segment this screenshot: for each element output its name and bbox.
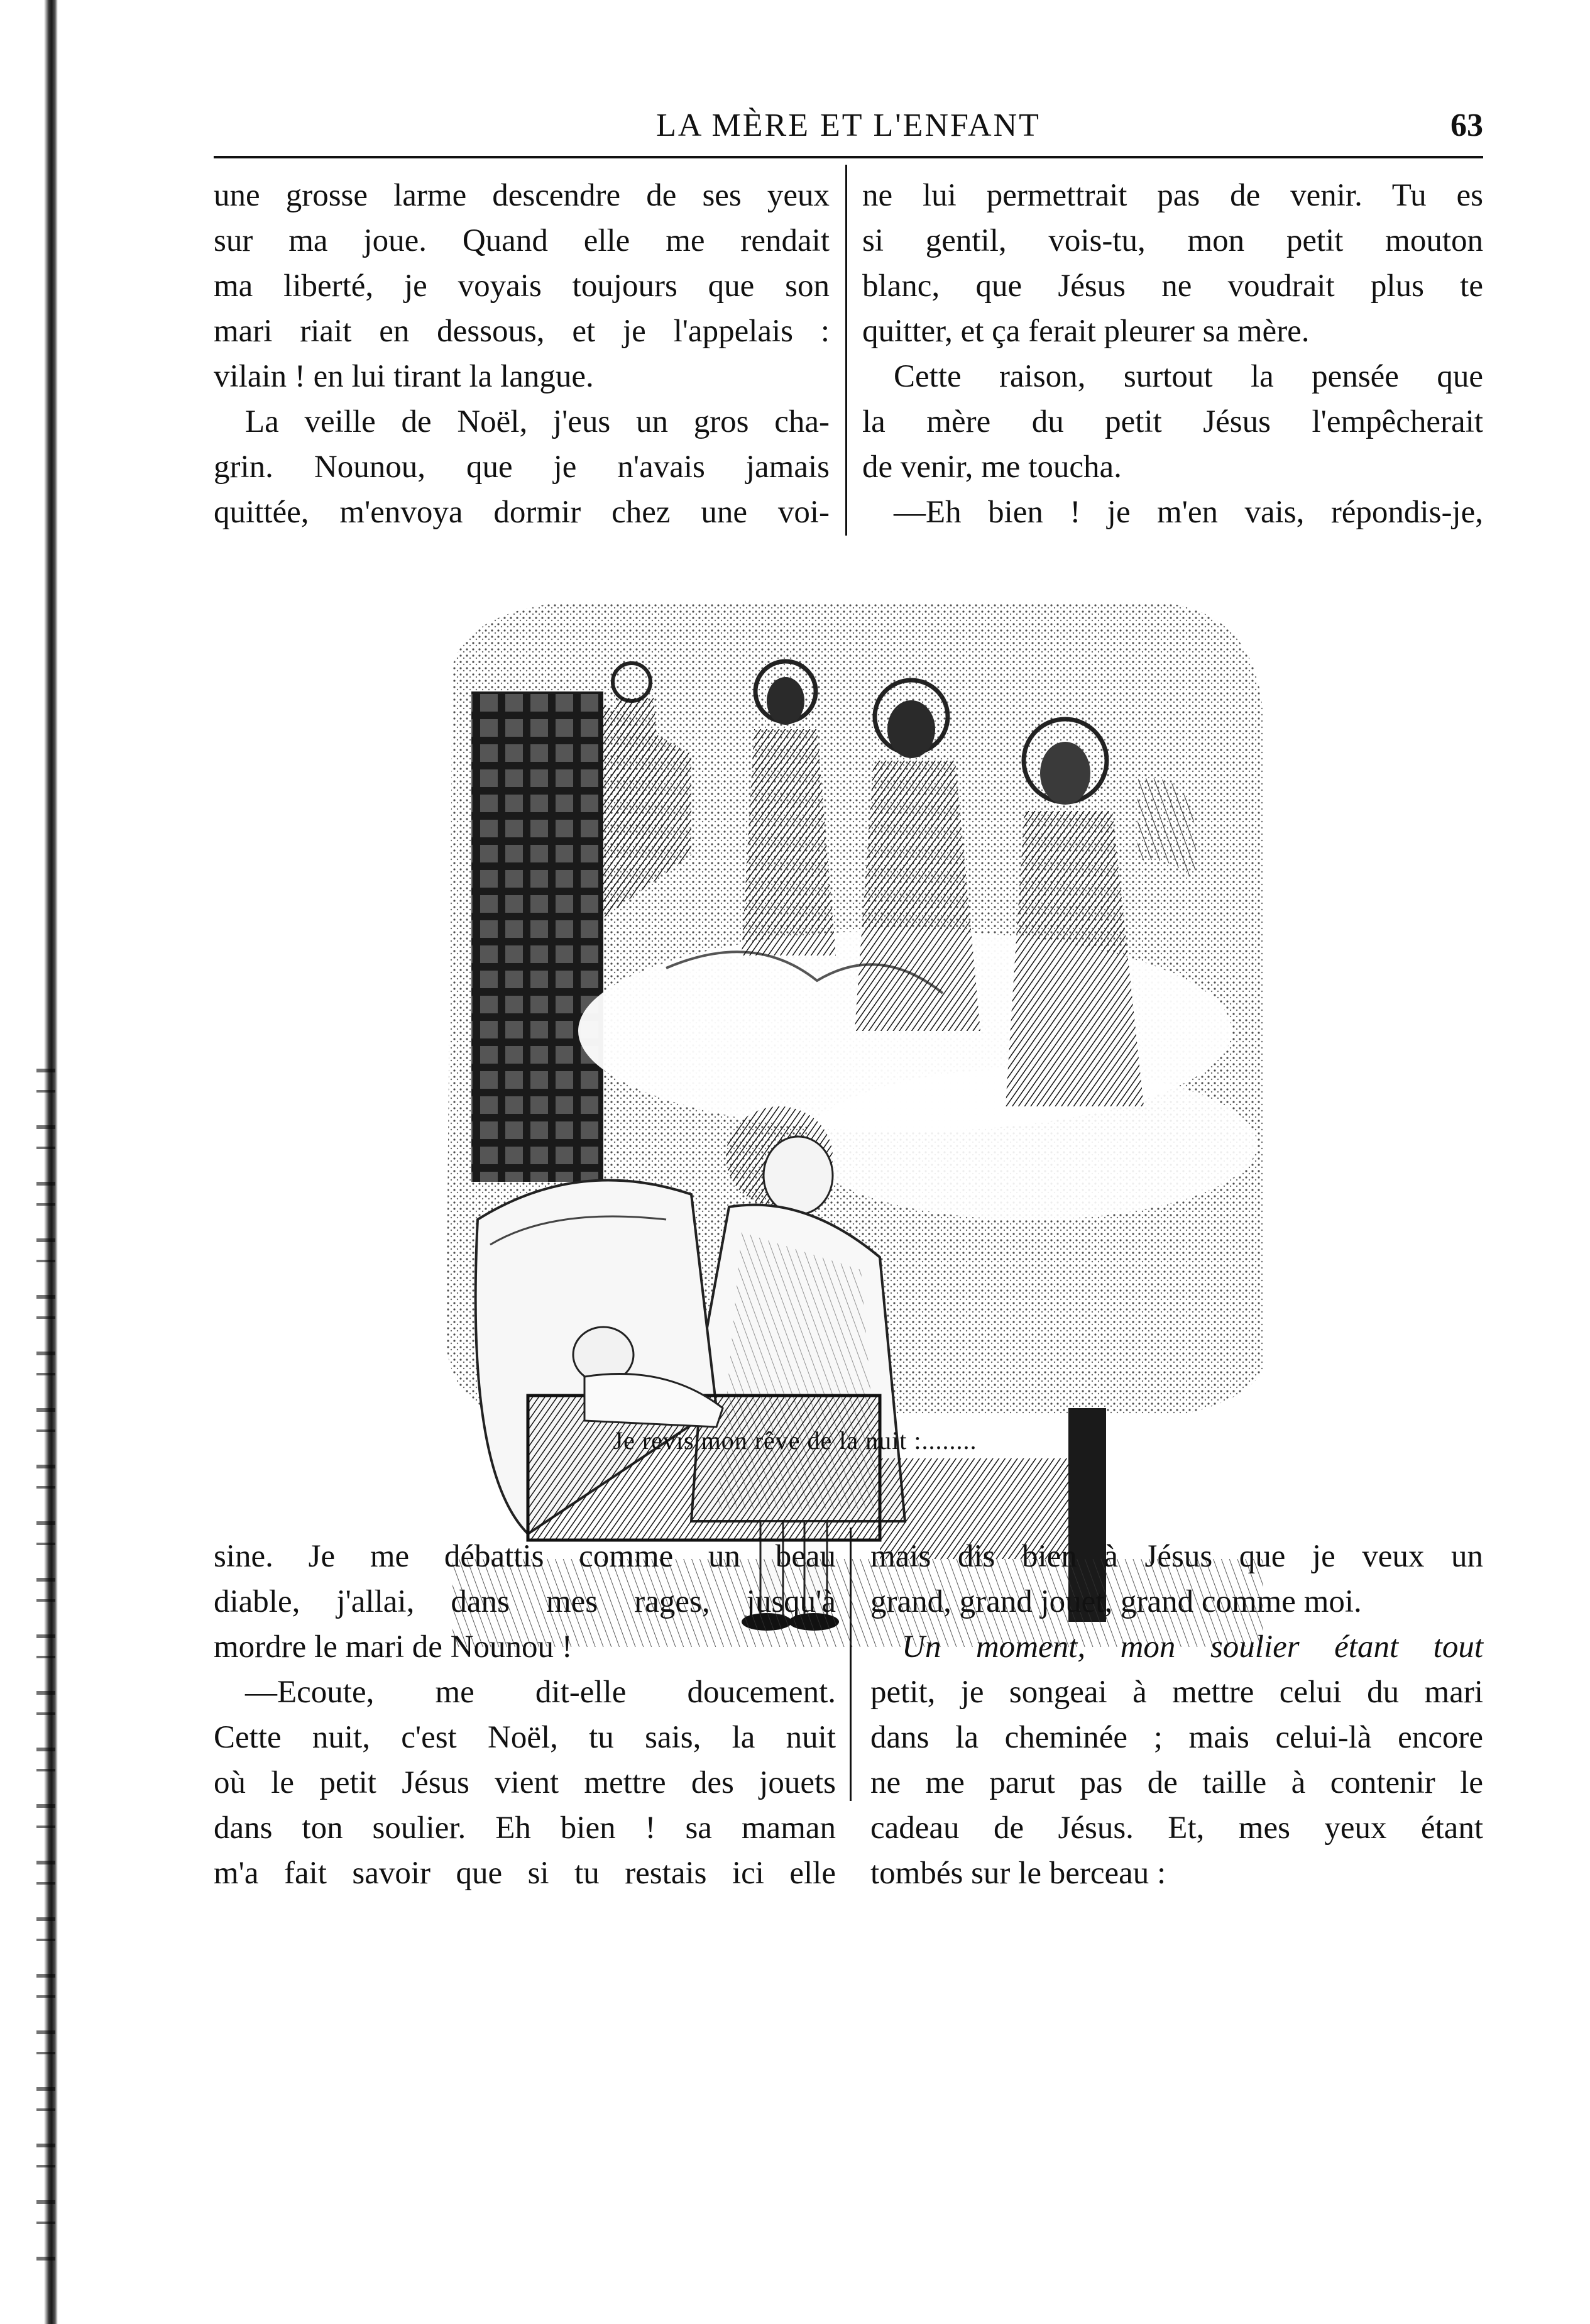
text-line: ne lui permettrait pas de venir. Tu es [862, 178, 1483, 213]
running-head [214, 107, 1483, 157]
page-number: 63 [1450, 107, 1483, 143]
illustration-caption: Je revis mon rêve de la nuit :........ [613, 1426, 977, 1455]
text-line: mais dis bien à Jésus que je veux un [870, 1539, 1483, 1574]
text-line: la mère du petit Jésus l'empêcherait [862, 404, 1483, 439]
running-title: LA MÈRE ET L'ENFANT [656, 107, 1041, 143]
top-right-column [862, 173, 1483, 535]
text-line: petit, je songeai à mettre celui du mari [870, 1675, 1483, 1710]
text-line: de venir, me toucha. [862, 449, 1122, 485]
column-divider-top [845, 165, 847, 536]
text-line: grin. Nounou, que je n'avais jamais [214, 449, 830, 485]
text-line: —Eh bien ! je m'en vais, répondis-je, [894, 495, 1483, 530]
top-left-column [214, 173, 830, 535]
text-line: une grosse larme descendre de ses yeux [214, 178, 830, 213]
text-line: m'a fait savoir que si tu restais ici elle [214, 1856, 836, 1891]
bottom-left-column [214, 1534, 836, 1896]
text-line: si gentil, vois-tu, mon petit mouton [862, 223, 1483, 258]
text-line: diable, j'allai, dans mes rages, jusqu'à [214, 1584, 836, 1619]
text-line: Cette nuit, c'est Noël, tu sais, la nuit [214, 1720, 836, 1755]
text-line: ne me parut pas de taille à contenir le [870, 1765, 1483, 1800]
engraving-illustration [427, 591, 1282, 1685]
text-line: Un moment, mon soulier étant tout [902, 1629, 1483, 1665]
text-line: dans ton soulier. Eh bien ! sa maman [214, 1810, 836, 1846]
text-line: tombés sur le berceau : [870, 1856, 1166, 1891]
text-line: sine. Je me débattis comme un beau [214, 1539, 836, 1574]
text-line: cadeau de Jésus. Et, mes yeux étant [870, 1810, 1483, 1846]
bottom-right-column [870, 1534, 1483, 1896]
text-line: où le petit Jésus vient mettre des jouets [214, 1765, 836, 1800]
text-line: —Ecoute, me dit-elle doucement. [245, 1675, 836, 1710]
text-line: sur ma joue. Quand elle me rendait [214, 223, 830, 258]
binding-shadow [36, 1069, 55, 2263]
text-line: dans la cheminée ; mais celui-là encore [870, 1720, 1483, 1755]
text-line: quittée, m'envoya dormir chez une voi- [214, 495, 830, 530]
text-line: mari riait en dessous, et je l'appelais : [214, 314, 830, 349]
text-line: quitter, et ça ferait pleurer sa mère. [862, 314, 1310, 349]
text-line: vilain ! en lui tirant la langue. [214, 359, 594, 394]
header-rule [214, 156, 1483, 158]
text-line: grand, grand jouet, grand comme moi. [870, 1584, 1362, 1619]
text-line: Cette raison, surtout la pensée que [894, 359, 1483, 394]
text-line: ma liberté, je voyais toujours que son [214, 268, 830, 304]
text-line: La veille de Noël, j'eus un gros cha- [245, 404, 830, 439]
text-line: blanc, que Jésus ne voudrait plus te [862, 268, 1483, 304]
text-line: mordre le mari de Nounou ! [214, 1629, 573, 1665]
